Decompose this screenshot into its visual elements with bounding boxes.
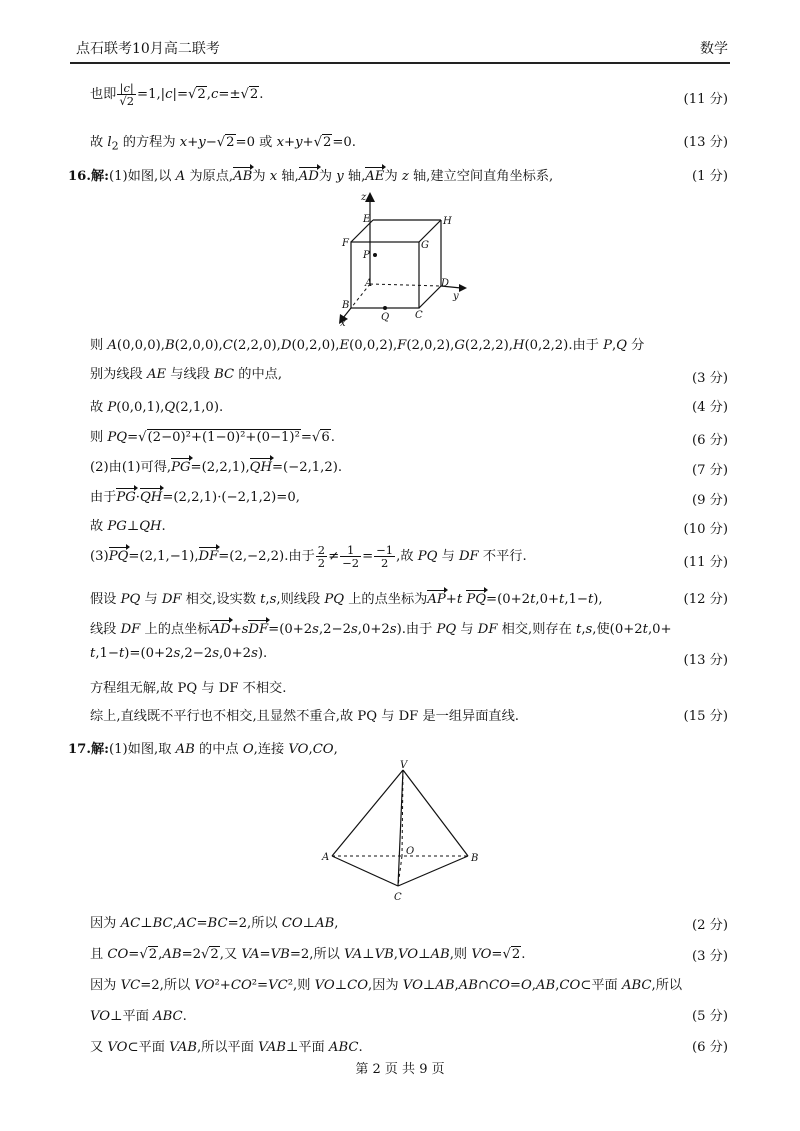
cube-front-face (351, 242, 419, 308)
text-line: 故 PG⊥QH. (90, 519, 166, 534)
text-line: 又 VO⊂平面 VAB,所以平面 VAB⊥平面 ABC. (90, 1040, 363, 1055)
cube-edge (419, 286, 441, 308)
fig-label: C (415, 310, 423, 321)
score-label: (12 分) (683, 592, 728, 607)
fig-label: B (471, 853, 479, 864)
fig-label: A (365, 278, 373, 289)
text-line: 16.解:(1)如图,以 A 为原点,AB为 x 轴,AD为 y 轴,AE为 z 轴,建立空间直角坐标系, (68, 169, 554, 184)
edge-va (332, 770, 403, 856)
fig-label: x (340, 318, 346, 328)
score-label: (2 分) (691, 918, 728, 933)
page-header (70, 0, 730, 60)
score-label: (9 分) (691, 493, 728, 508)
header-rule (70, 62, 730, 64)
fig-label: G (421, 240, 429, 251)
score-label: (3 分) (691, 371, 728, 386)
score-label: (4 分) (691, 400, 728, 415)
pyramid-figure (318, 758, 488, 906)
text-line: 则 A(0,0,0),B(2,0,0),C(2,2,0),D(0,2,0),E(0,0,2),F(2,0,2),G(2,2,2),H(0,2,2).由于 P,Q 分 (90, 338, 645, 353)
exam-title: 点石联考10月高二联考 (76, 41, 220, 57)
cube-figure (335, 188, 470, 328)
fig-label: A (322, 852, 330, 863)
text-line: 线段 DF 上的点坐标AD+sDF=(0+2s,2−2s,0+2s).由于 PQ 与 DF 相交,则存在 t,s,使(0+2t,0+ (90, 622, 672, 637)
score-label: (13 分) (683, 653, 728, 668)
edge-ac (332, 856, 398, 886)
text-line: 别为线段 AE 与线段 BC 的中点, (90, 367, 283, 382)
text-line: VO⊥平面 ABC. (90, 1009, 187, 1024)
y-arrow (459, 284, 467, 292)
text-line: 方程组无解,故 PQ 与 DF 不相交. (90, 681, 287, 696)
score-label: (3 分) (691, 949, 728, 964)
edge-bc (398, 856, 468, 886)
text-line: 17.解:(1)如图,取 AB 的中点 O,连接 VO,CO, (68, 742, 338, 757)
fig-label: V (400, 760, 408, 771)
fig-label: F (342, 238, 349, 249)
page-footer: 第 2 页 共 9 页 (355, 1062, 445, 1077)
hidden-edge (370, 284, 441, 286)
fig-label: P (363, 250, 370, 261)
text-line: t,1−t)=(0+2s,2−2s,0+2s). (90, 646, 268, 661)
fig-label: y (453, 291, 459, 302)
fig-label: z (361, 192, 367, 203)
cube-edge (419, 220, 441, 242)
fig-label: H (443, 216, 452, 227)
text-line: 综上,直线既不平行也不相交,且显然不重合,故 PQ 与 DF 是一组异面直线. (90, 709, 520, 724)
text-line: 则 PQ=√(2−0)²+(1−0)²+(0−1)²=√6. (90, 430, 335, 445)
question-number: 17.解: (68, 742, 109, 757)
text-line: (2)由(1)可得,PG=(2,2,1),QH=(−2,1,2). (90, 460, 343, 475)
fig-label: Q (381, 312, 390, 323)
score-label: (11 分) (683, 92, 728, 107)
fig-label: O (406, 846, 415, 857)
score-label: (5 分) (691, 1009, 728, 1024)
score-label: (7 分) (691, 463, 728, 478)
point-p (373, 253, 377, 257)
score-label: (11 分) (683, 555, 728, 570)
score-label: (1 分) (691, 169, 728, 184)
score-label: (6 分) (691, 1040, 728, 1055)
fig-label: D (441, 278, 450, 289)
score-label: (6 分) (691, 433, 728, 448)
text-line: 也即 $\frac{|c|}{√2}$ =1,|c|=√2,c=±√2. (90, 81, 264, 109)
text-line: 且 CO=√2,AB=2√2,又 VA=VB=2,所以 VA⊥VB,VO⊥AB,则 VO=√2. (90, 947, 526, 962)
text-line: 故 $l_2$ 的方程为 x+y−√2=0 或 x+y+√2=0. (90, 135, 356, 153)
point-q (383, 306, 387, 310)
score-label: (13 分) (683, 135, 728, 150)
score-label: (15 分) (683, 709, 728, 724)
question-number: 16.解: (68, 169, 109, 184)
text-line: 因为 VC=2,所以 VO²+CO²=VC²,则 VO⊥CO,因为 VO⊥AB,AB∩CO=O,AB,CO⊂平面 ABC,所以 (90, 978, 683, 993)
fig-label: B (342, 300, 350, 311)
score-label: (10 分) (683, 522, 728, 537)
subject-label: 数学 (700, 41, 728, 57)
fig-label: E (363, 214, 371, 225)
text-line: 故 P(0,0,1),Q(2,1,0). (90, 400, 224, 415)
edge-vb (403, 770, 468, 856)
text-line: 因为 AC⊥BC,AC=BC=2,所以 CO⊥AB, (90, 916, 339, 931)
text-line: 由于PG·QH=(2,2,1)·(−2,1,2)=0, (90, 490, 300, 505)
fig-label: C (394, 892, 402, 903)
text-line: 假设 PQ 与 DF 相交,设实数 t,s,则线段 PQ 上的点坐标为AP+t PQ=(0+2t,0+t,1−t), (90, 592, 603, 607)
z-arrow (365, 192, 375, 202)
text-line: (3)PQ=(2,1,−1),DF=(2,−2,2).由于 $\frac{2}{2}$ ≠ $\frac{1}{-2}$ = $\frac{-1}{2}$ ,故 PQ 与 DF 不平行. (90, 543, 527, 571)
